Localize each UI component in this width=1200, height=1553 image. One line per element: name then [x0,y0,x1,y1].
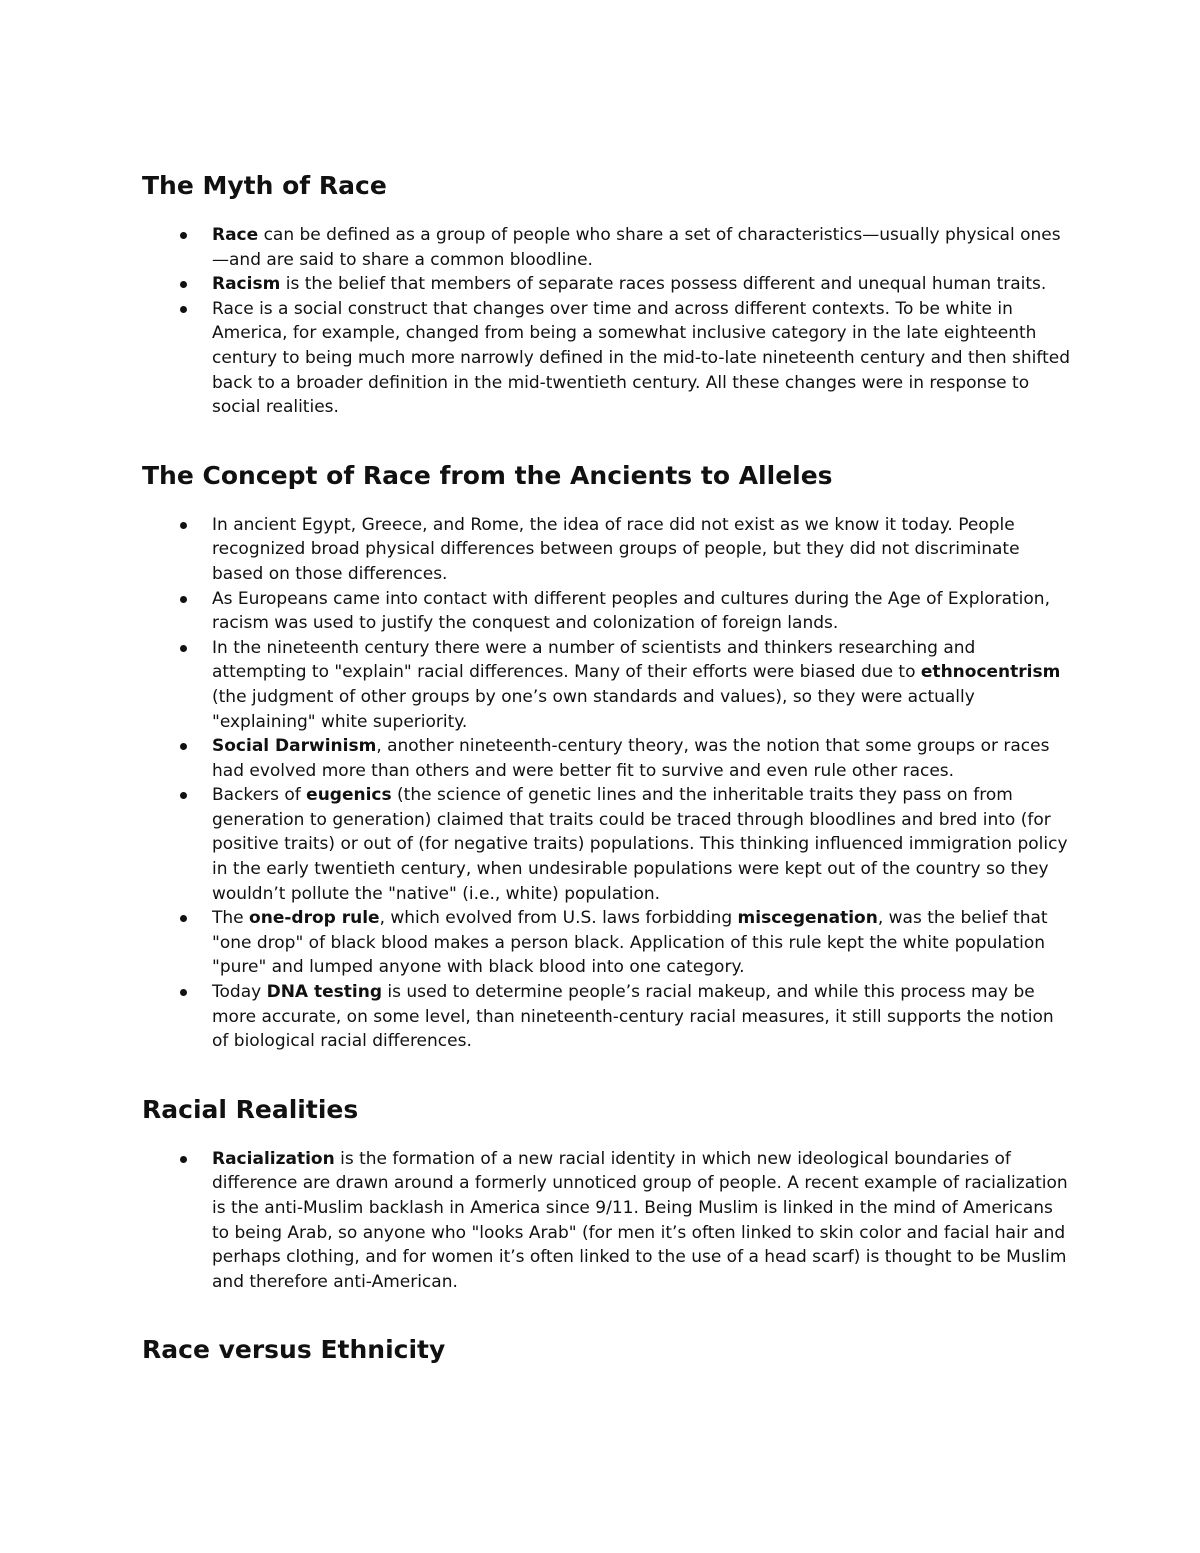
section-heading-concept-of-race: The Concept of Race from the Ancients to Alleles [142,460,833,490]
term: Social Darwinism [212,736,377,757]
term: miscegenation [737,908,878,929]
bullet-list [142,513,1072,1054]
bullet-list [142,1147,1072,1295]
item-text: , was the belief that "one drop" of black blood makes a person black. Application of this rule kept the white population "pure" and lumped anyone with black blood into one category. [212,908,1048,978]
section-heading-race-versus-ethnicity: Race versus Ethnicity [142,1335,446,1365]
section-heading-myth-of-race: The Myth of Race [142,171,387,200]
item-text: As Europeans came into contact with different peoples and cultures during the Age of Exploration, racism was used to justify the conquest and colonization of foreign lands. [212,588,1050,634]
bullet-icon [180,743,187,750]
term: ethnocentrism [920,662,1061,683]
item-text: Race is a social construct that changes over time and across different contexts. To be white in America, for example, changed from being a somewhat inclusive category in the late eighteenth century to being much more narrowly defined in the mid-to-late nineteenth century and then shifted back to a broader definition in the mid-twentieth century. All these changes were in response to social realities. [212,298,1070,418]
term: Racism [212,274,281,295]
item-text: can be defined as a group of people who share a set of characteristics—usually physical ones—and are said to share a common bloodline. [212,225,1061,270]
item-text-lead: Today [212,982,267,1003]
bullet-icon [180,232,187,239]
bullet-list [142,223,1072,420]
bullet-icon [180,281,187,288]
list-item [142,734,1072,783]
item-text: (the judgment of other groups by one’s own standards and values), so they were actually "explaining" white superiority. [212,686,975,732]
list-item [142,223,1072,272]
bullet-icon [180,915,187,922]
list-item [142,636,1072,734]
item-text: is the belief that members of separate races possess different and unequal human traits. [280,274,1047,295]
item-text: , another nineteenth-century theory, was the notion that some groups or races had evolved more than others and were better fit to survive and even rule other races. [212,736,1050,781]
item-text: (the science of genetic lines and the inheritable traits they pass on from generation to generation) claimed that traits could be traced through bloodlines and bred into (for positive traits) or out of (for negative traits) populations. This thinking influenced immigration policy in the early twentieth century, when undesirable populations were kept out of the country so they wouldn’t pollute the "native" (i.e., white) population. [212,785,1068,904]
bullet-icon [180,306,187,313]
list-item [142,783,1072,906]
list-item [142,1147,1072,1295]
item-text: In ancient Egypt, Greece, and Rome, the idea of race did not exist as we know it today. People recognized broad physical differences between groups of people, but they did not discriminate based on those differences. [212,514,1020,584]
list-item [142,587,1072,636]
bullet-icon [180,792,187,799]
list-item [142,980,1072,1054]
list-item [142,272,1072,297]
term: eugenics [306,785,392,806]
term: DNA testing [266,982,382,1003]
term: Racialization [212,1148,335,1169]
bullet-icon [180,522,187,529]
document-page [142,170,1072,1366]
list-item [142,906,1072,980]
item-text: is the formation of a new racial identity in which new ideological boundaries of difference are drawn around a formerly unnoticed group of people. A recent example of racialization is the anti-Muslim backlash in America since 9/11. Being Muslim is linked in the mind of Americans to being Arab, so anyone who "looks Arab" (for men it’s often linked to skin color and facial hair and perhaps clothing, and for women it’s often linked to the use of a head scarf) is thought to be Muslim and therefore anti-American. [212,1148,1068,1292]
term: Race [212,225,259,245]
term: one-drop rule [249,908,380,929]
bullet-icon [180,645,187,652]
item-text-lead: In the nineteenth century there were a number of scientists and thinkers researching and attempting to "explain" racial differences. Many of their efforts were biased due to [212,637,976,683]
list-item [142,297,1072,420]
bullet-icon [180,989,187,996]
bullet-icon [180,1156,187,1163]
item-text-lead: Backers of [212,785,307,806]
section-heading-racial-realities: Racial Realities [142,1094,359,1124]
item-text-lead: The [212,908,250,929]
item-text: is used to determine people’s racial makeup, and while this process may be more accurate, on some level, than nineteenth-century racial measures, it still supports the notion of biological racial differences. [212,982,1054,1052]
list-item [142,513,1072,587]
item-text-mid: , which evolved from U.S. laws forbidding [379,908,738,929]
bullet-icon [180,596,187,603]
